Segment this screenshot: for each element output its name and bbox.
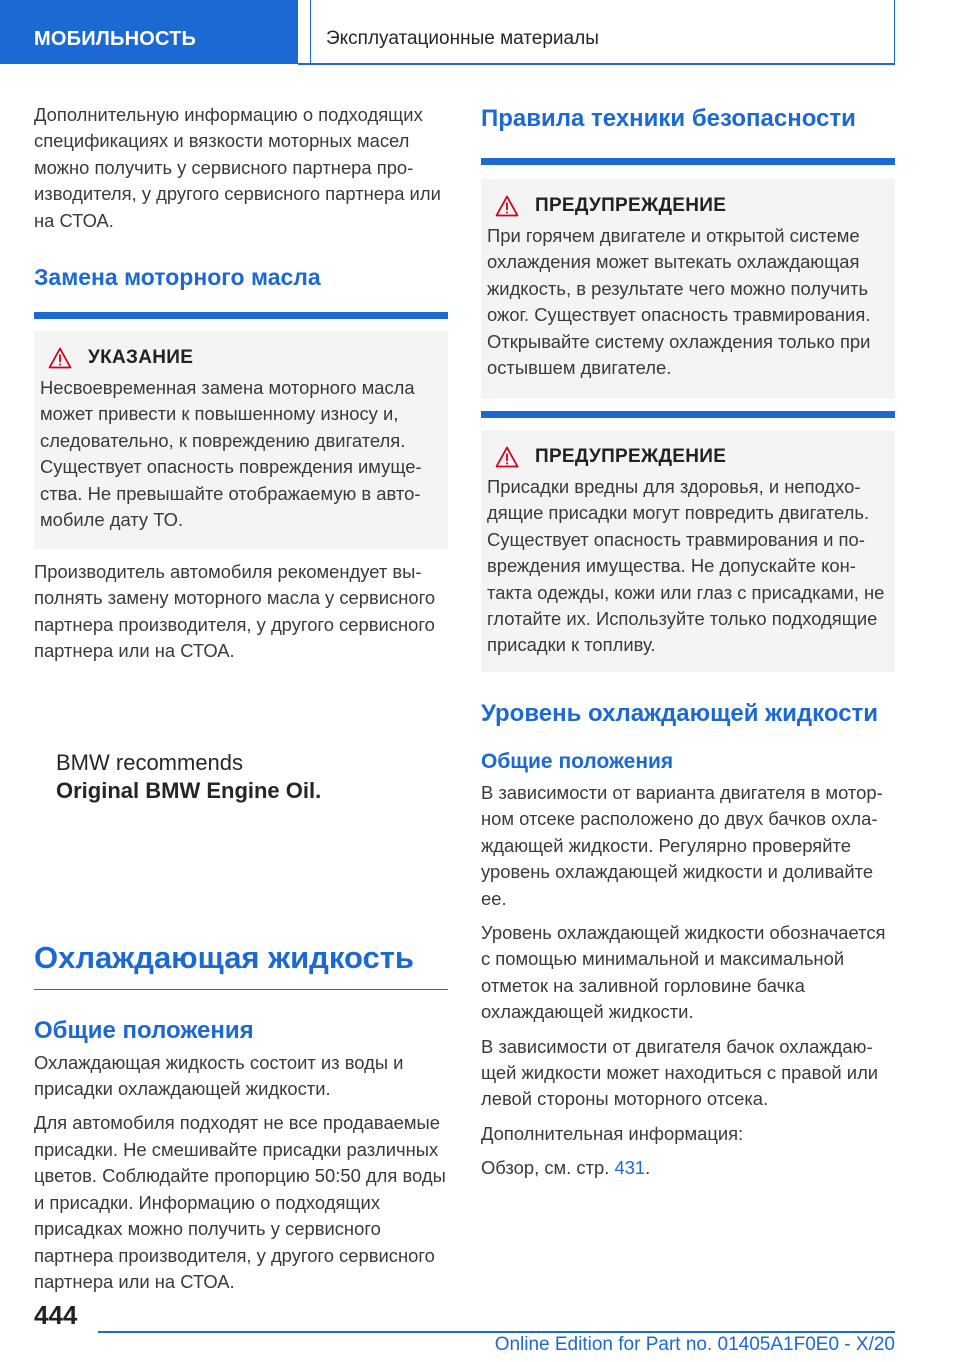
warning-2-title: ПРЕДУПРЕЖДЕНИЕ <box>535 446 727 467</box>
level-paragraph-1: В зависимости от варианта двигателя в моторном отсеке расположено до двух бачков охлаждающей жидкости. Регулярно проверяйте уровень охлаждающей жидкости и доливайте ее. <box>481 782 883 909</box>
header-separator <box>310 0 311 64</box>
left-column <box>34 102 448 1303</box>
warning-2-rule <box>481 411 895 418</box>
warning-box-2 <box>481 430 895 672</box>
coolant-rule <box>34 989 448 990</box>
footer-edition: Online Edition for Part no. 01405A1F0E0 - X/20 <box>494 1334 895 1355</box>
overview-suffix: . <box>645 1157 651 1179</box>
level-general-heading: Общие положения <box>481 750 674 773</box>
bmw-oil-advertisement <box>34 749 448 805</box>
oil-change-paragraph: Производитель автомобиля рекомендует выполнять замену моторного масла у сервисного партнера производителя, у другого сервисного партнера или на СТОА. <box>34 561 436 662</box>
safety-heading: Правила техники безопасности <box>481 105 856 132</box>
warning-2-header <box>485 446 889 468</box>
general-heading: Общие положения <box>34 1016 254 1044</box>
safety-rule <box>481 158 895 165</box>
heading-rule <box>34 312 448 319</box>
notice-box <box>34 331 448 549</box>
warning-2-text: Присадки вредны для здоровья, и неподходящие присадки могут повредить двигатель. Существует опасность травмирования и повреждения имущества. Не допускайте контакта одежды, кожи или глаз с присадками, не глотайте их. Используйте только подходящие присадки к топливу. <box>487 476 885 656</box>
level-paragraph-2: Уровень охлаждающей жидкости обозначается с помощью минимальной и максимальной отметок на заливной горловине бачка охлаждающей жидкости. <box>481 922 886 1023</box>
warning-triangle-icon <box>495 446 519 468</box>
warning-1-title: ПРЕДУПРЕЖДЕНИЕ <box>535 195 727 216</box>
notice-title: УКАЗАНИЕ <box>88 347 194 369</box>
level-paragraph-4: Дополнительная информация: <box>481 1122 744 1144</box>
coolant-heading: Охлаждающая жидкость <box>34 939 414 975</box>
header-end-rule <box>894 0 895 64</box>
level-paragraph-3: В зависимости от двигателя бачок охлаждающей жидкости может находиться с правой или левой стороны моторного отсека. <box>481 1035 879 1110</box>
warning-triangle-icon <box>48 347 72 369</box>
warning-triangle-icon <box>495 195 519 217</box>
right-column <box>481 104 895 1190</box>
warning-1-text: При горячем двигателе и открытой системе охлаждения может вытекать охлаждающая жидкость, в результате чего можно получить ожог. Существует опасность травмирования. Открывайте систему охлаждения только при остывшем двигателе. <box>487 225 871 379</box>
general-paragraph-1: Охлаждающая жидкость состоит из воды и присадки охлаждающей жидкости. <box>34 1051 404 1100</box>
coolant-level-heading: Уровень охлаждающей жидкости <box>481 700 879 727</box>
oil-change-heading: Замена моторного масла <box>34 264 321 291</box>
overview-prefix: Обзор, см. стр. <box>481 1157 615 1179</box>
page-link-431[interactable]: 431 <box>614 1157 646 1179</box>
intro-paragraph: Дополнительную информацию о подходящих спецификациях и вязкости моторных масел можно получить у сервисного партнера производителя, у другого сервисного партнера или на СТОА. <box>34 104 441 231</box>
footer-rule <box>98 1331 895 1333</box>
overview-reference <box>481 1155 895 1181</box>
section-tab: МОБИЛЬНОСТЬ <box>0 0 298 64</box>
ad-line-1: BMW recommends <box>56 749 244 775</box>
warning-1-header <box>485 195 889 217</box>
notice-header <box>38 347 442 369</box>
warning-box-1 <box>481 179 895 399</box>
page-number: 444 <box>34 1300 78 1330</box>
chapter-title: Эксплуатационные материалы <box>326 28 599 49</box>
general-paragraph-2: Для автомобиля подходят не все продаваемые присадки. Не смешивайте присадки различных цветов. Соблюдайте пропорцию 50:50 для воды и присадки. Информацию о подходящих присадках можно получить у сервисного партнера производителя, у другого сервисного партнера или на СТОА. <box>34 1112 446 1292</box>
notice-text: Несвоевременная замена моторного масла может привести к повышенному износу и, следовательно, к повреждению двигателя. Существует опасность повреждения имущества. Не превышайте отображаемую в автомобиле дату ТО. <box>40 377 422 531</box>
header-rule <box>298 63 895 65</box>
ad-line-2: Original BMW Engine Oil. <box>56 777 322 803</box>
